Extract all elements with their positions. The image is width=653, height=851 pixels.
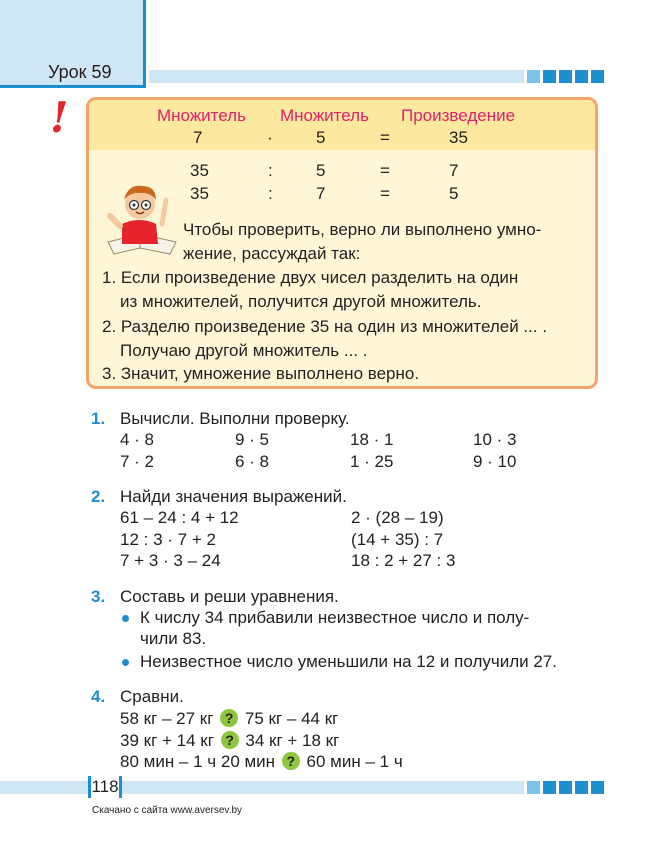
header-squares bbox=[527, 70, 604, 83]
task-1-item: 1 · 25 bbox=[350, 452, 394, 471]
row3-op: : bbox=[268, 184, 273, 203]
row1-b: 5 bbox=[316, 128, 326, 147]
bullet-icon bbox=[122, 615, 129, 622]
task-2-item: (14 + 35) : 7 bbox=[351, 530, 444, 549]
row3-a: 35 bbox=[190, 184, 209, 203]
task-1-item: 10 · 3 bbox=[473, 430, 517, 449]
rule-step-2a: 2. Разделю произведение 35 на один из множителей ... . bbox=[102, 317, 548, 336]
task-3-bullet-2: Неизвестное число уменьшили на 12 и получили 27. bbox=[140, 652, 557, 671]
task-4-row-2 bbox=[120, 731, 339, 751]
task-4-left: 39 кг + 14 кг bbox=[120, 731, 214, 750]
task-2-item: 12 : 3 · 7 + 2 bbox=[120, 530, 216, 549]
task-2-item: 61 – 24 : 4 + 12 bbox=[120, 508, 239, 527]
page-number: 118 bbox=[88, 776, 122, 798]
rule-intro-line-1: Чтобы проверить, верно ли выполнено умно- bbox=[183, 220, 542, 239]
row3-b: 7 bbox=[316, 184, 326, 203]
row3-eq: = bbox=[380, 184, 390, 203]
task-4-row-1 bbox=[120, 709, 338, 729]
task-3-number: 3. bbox=[91, 587, 106, 606]
task-4-right: 75 кг – 44 кг bbox=[244, 709, 339, 728]
bullet-icon bbox=[122, 659, 129, 666]
task-2-item: 2 · (28 – 19) bbox=[351, 508, 444, 527]
row2-b: 5 bbox=[316, 161, 326, 180]
task-4-left: 80 мин – 1 ч 20 мин bbox=[120, 752, 276, 771]
task-1-item: 9 · 10 bbox=[473, 452, 517, 471]
task-4-right: 34 кг + 18 кг bbox=[245, 731, 340, 750]
header-factor-2: Множитель bbox=[280, 106, 369, 125]
task-2-number: 2. bbox=[91, 487, 106, 506]
row1-c: 35 bbox=[449, 128, 468, 147]
task-1-item: 7 · 2 bbox=[120, 452, 155, 471]
row1-a: 7 bbox=[193, 128, 203, 147]
row2-a: 35 bbox=[190, 161, 209, 180]
task-2-item: 18 : 2 + 27 : 3 bbox=[351, 551, 456, 570]
header-bar bbox=[149, 70, 524, 83]
row2-c: 7 bbox=[449, 161, 459, 180]
rule-step-3: 3. Значит, умножение выполнено верно. bbox=[102, 364, 420, 383]
footer-squares bbox=[527, 781, 604, 794]
task-4-title: Сравни. bbox=[120, 687, 184, 706]
compare-question-icon: ? bbox=[221, 731, 239, 749]
task-4-row-3 bbox=[120, 752, 403, 772]
rule-step-1b: из множителей, получится другой множитель. bbox=[120, 292, 482, 311]
row2-op: : bbox=[268, 161, 273, 180]
row1-eq: = bbox=[380, 128, 390, 147]
row2-eq: = bbox=[380, 161, 390, 180]
row1-op: · bbox=[267, 128, 273, 147]
lesson-title: Урок 59 bbox=[48, 62, 112, 82]
rule-step-1a: 1. Если произведение двух чисел разделить на один bbox=[102, 268, 519, 287]
row3-c: 5 bbox=[449, 184, 459, 203]
compare-question-icon: ? bbox=[220, 709, 238, 727]
header-factor-1: Множитель bbox=[157, 106, 246, 125]
exclamation-icon: ! bbox=[50, 93, 69, 142]
task-4-left: 58 кг – 27 кг bbox=[120, 709, 214, 728]
task-3-title: Составь и реши уравнения. bbox=[120, 587, 339, 606]
task-1-item: 4 · 8 bbox=[120, 430, 155, 449]
compare-question-icon: ? bbox=[282, 752, 300, 770]
rule-step-2b: Получаю другой множитель ... . bbox=[120, 341, 368, 360]
task-3-bullet-1a: К числу 34 прибавили неизвестное число и полу- bbox=[140, 608, 530, 627]
footer-bar-left bbox=[0, 781, 88, 794]
task-1-number: 1. bbox=[91, 409, 106, 428]
task-4-right: 60 мин – 1 ч bbox=[306, 752, 403, 771]
task-4-number: 4. bbox=[91, 687, 106, 706]
task-2-item: 7 + 3 · 3 – 24 bbox=[120, 551, 221, 570]
footer-bar bbox=[88, 781, 524, 794]
rule-intro-line-2: жение, рассуждай так: bbox=[183, 244, 361, 263]
task-3-bullet-1b: чили 83. bbox=[140, 629, 207, 648]
task-1-title: Вычисли. Выполни проверку. bbox=[120, 409, 350, 428]
task-1-item: 18 · 1 bbox=[350, 430, 394, 449]
header-product: Произведение bbox=[401, 106, 516, 125]
boy-illustration bbox=[100, 180, 180, 260]
task-1-item: 9 · 5 bbox=[235, 430, 270, 449]
source-credit: Скачано с сайта www.aversev.by bbox=[92, 805, 243, 816]
task-2-title: Найди значения выражений. bbox=[120, 487, 347, 506]
task-1-item: 6 · 8 bbox=[235, 452, 270, 471]
